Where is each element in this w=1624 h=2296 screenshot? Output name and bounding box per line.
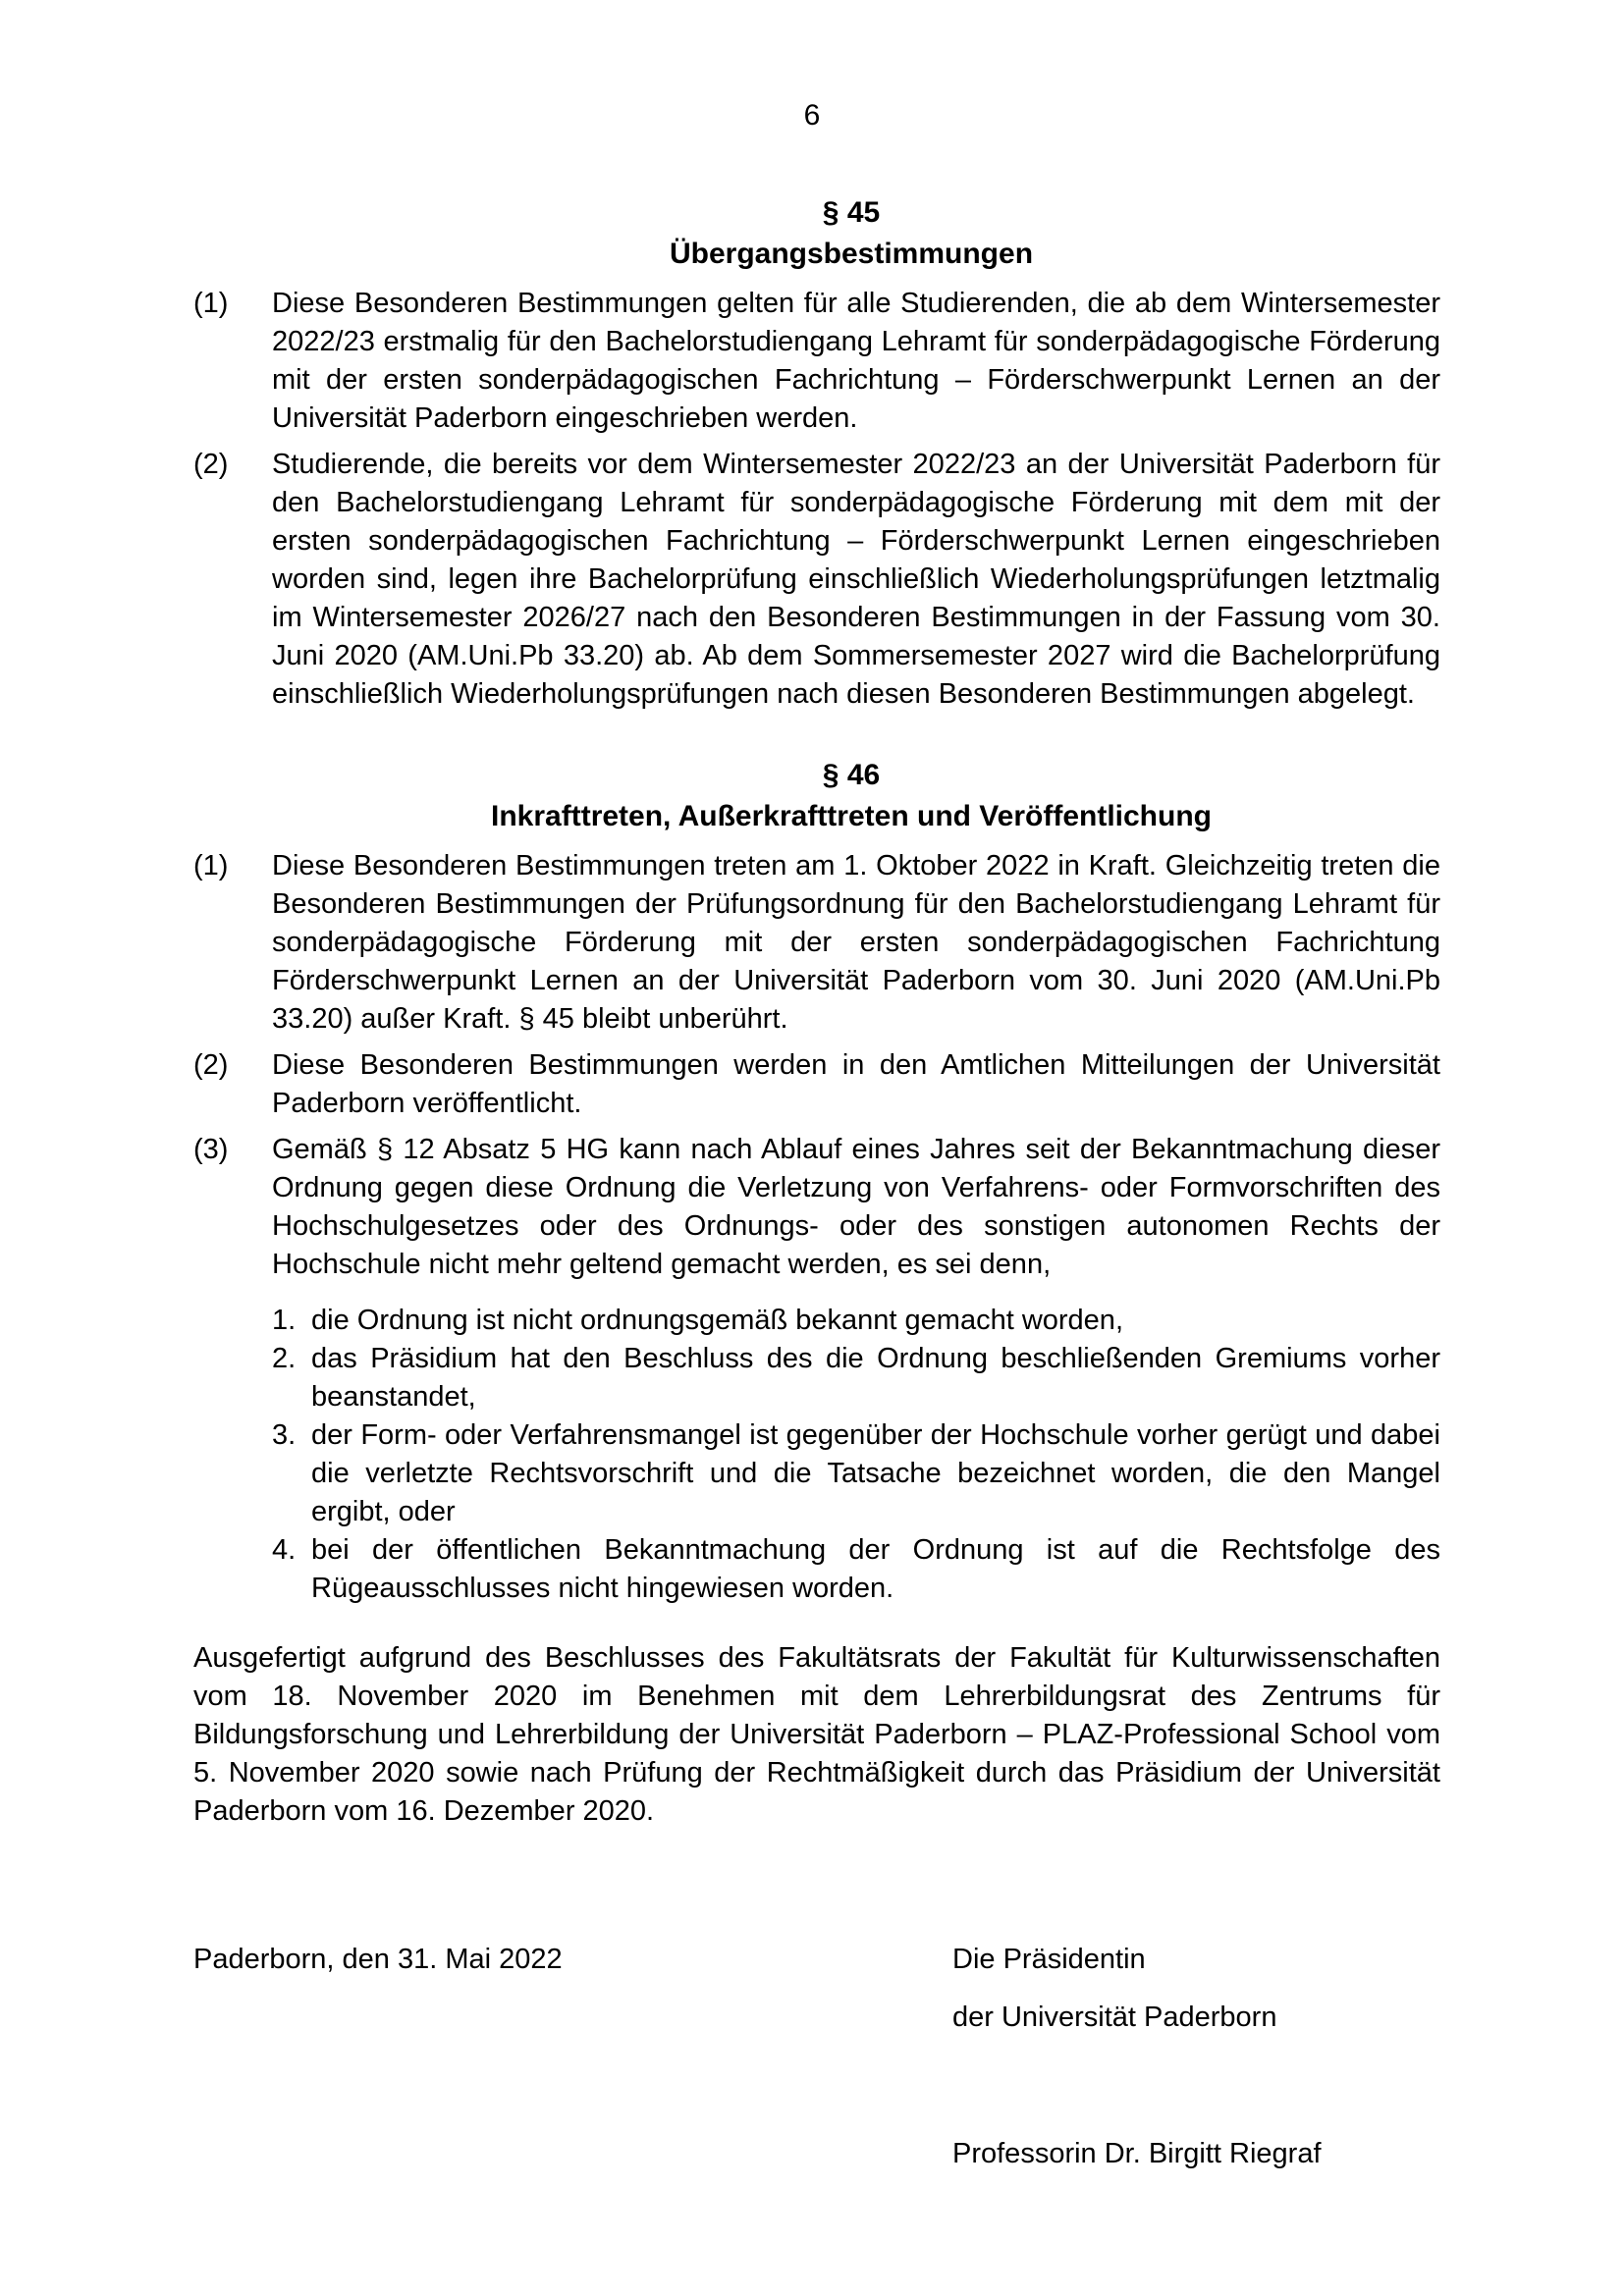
paragraph-number: (3)	[193, 1134, 229, 1165]
paragraph	[193, 847, 1440, 1039]
list-item	[272, 1416, 1440, 1531]
signatory-name: Professorin Dr. Birgitt Riegraf	[952, 2138, 1322, 2169]
paragraph-text: Studierende, die bereits vor dem Wintersemester 2022/23 an der Universität Paderborn für den Bachelorstudiengang Lehramt für sonderpädagogische Förderung mit dem mit der ersten sonderpädagogischen Fachrichtung – Förderschwerpunkt Lernen eingeschrieben worden sind, legen ihre Bachelorprüfung einschließlich Wiederholungsprüfungen letztmalig im Wintersemester 2026/27 nach den Besonderen Bestimmungen in der Fassung vom 30. Juni 2020 (AM.Uni.Pb 33.20) ab. Ab dem Sommersemester 2027 wird die Bachelorprüfung einschließlich Wiederholungsprüfungen nach diesen Besonderen Bestimmungen abgelegt.	[272, 449, 1440, 710]
list-item-text: der Form- oder Verfahrensmangel ist gegenüber der Hochschule vorher gerügt und dabei die verletzte Rechtsvorschrift und die Tatsache bezeichnet worden, die den Mangel ergibt, oder	[311, 1419, 1440, 1527]
section-45	[193, 192, 1440, 714]
place-date: Paderborn, den 31. Mai 2022	[193, 1944, 563, 1975]
paragraph-text: Diese Besonderen Bestimmungen werden in den Amtlichen Mitteilungen der Universität Paderborn veröffentlicht.	[272, 1049, 1440, 1119]
signatory-role: Die Präsidentin	[952, 1944, 1146, 1975]
paragraph	[193, 446, 1440, 714]
list-item-number: 2.	[272, 1343, 297, 1374]
document-body	[193, 192, 1440, 2235]
list-item-text: die Ordnung ist nicht ordnungsgemäß bekannt gemacht worden,	[311, 1305, 1123, 1336]
paragraph-number: (1)	[193, 288, 229, 319]
signatory-institution: der Universität Paderborn	[952, 2002, 1277, 2033]
closing-statement: Ausgefertigt aufgrund des Beschlusses des Fakultätsrats der Fakultät für Kulturwissenschaften vom 18. November 2020 im Benehmen mit dem Lehrerbildungsrat des Zentrums für Bildungsforschung und Lehrerbildung der Universität Paderborn – PLAZ-Professional School vom 5. November 2020 sowie nach Prüfung der Rechtmäßigkeit durch das Präsidium der Universität Paderborn vom 16. Dezember 2020.	[193, 1642, 1440, 1827]
list-item	[272, 1302, 1440, 1340]
list-item	[272, 1340, 1440, 1416]
list-item-number: 3.	[272, 1419, 297, 1451]
paragraph-text: Gemäß § 12 Absatz 5 HG kann nach Ablauf eines Jahres seit der Bekanntmachung dieser Ordnung gegen diese Ordnung die Verletzung von Verfahrens- oder Formvorschriften des Hochschulgesetzes oder des Ordnungs- oder des sonstigen autonomen Rechts der Hochschule nicht mehr geltend gemacht werden, es sei denn,	[272, 1134, 1440, 1280]
paragraph-number: (2)	[193, 1049, 229, 1081]
section-number: § 46	[822, 759, 881, 791]
list-item	[272, 1531, 1440, 1608]
list-item-number: 1.	[272, 1305, 297, 1336]
paragraph-number: (1)	[193, 850, 229, 881]
signatory	[952, 1941, 1322, 2173]
exception-list	[272, 1302, 1440, 1608]
paragraph-text: Diese Besonderen Bestimmungen treten am 1. Oktober 2022 in Kraft. Gleichzeitig treten die Besonderen Bestimmungen der Prüfungsordnung für den Bachelorstudiengang Lehramt für sonderpädagogische Förderung mit der ersten sonderpädagogischen Fachrichtung Förderschwerpunkt Lernen an der Universität Paderborn vom 30. Juni 2020 (AM.Uni.Pb 33.20) außer Kraft. § 45 bleibt unberührt.	[272, 850, 1440, 1035]
paragraph	[193, 1046, 1440, 1123]
paragraph-number: (2)	[193, 449, 229, 480]
section-title: Übergangsbestimmungen	[669, 238, 1034, 270]
paragraph	[193, 1131, 1440, 1284]
signature-block	[193, 1941, 1440, 2235]
paragraph	[193, 285, 1440, 438]
section-46	[193, 755, 1440, 1608]
section-number: § 45	[822, 196, 881, 229]
page-number: 6	[803, 99, 821, 132]
section-title: Inkrafttreten, Außerkrafttreten und Veröffentlichung	[491, 800, 1212, 832]
paragraph-text: Diese Besonderen Bestimmungen gelten für alle Studierenden, die ab dem Wintersemester 2022/23 erstmalig für den Bachelorstudiengang Lehramt für sonderpädagogische Förderung mit der ersten sonderpädagogischen Fachrichtung – Förderschwerpunkt Lernen an der Universität Paderborn eingeschrieben werden.	[272, 288, 1440, 434]
list-item-text: das Präsidium hat den Beschluss des die Ordnung beschließenden Gremiums vorher beanstandet,	[311, 1343, 1440, 1413]
list-item-number: 4.	[272, 1534, 297, 1566]
list-item-text: bei der öffentlichen Bekanntmachung der Ordnung ist auf die Rechtsfolge des Rügeausschlusses nicht hingewiesen worden.	[311, 1534, 1440, 1604]
